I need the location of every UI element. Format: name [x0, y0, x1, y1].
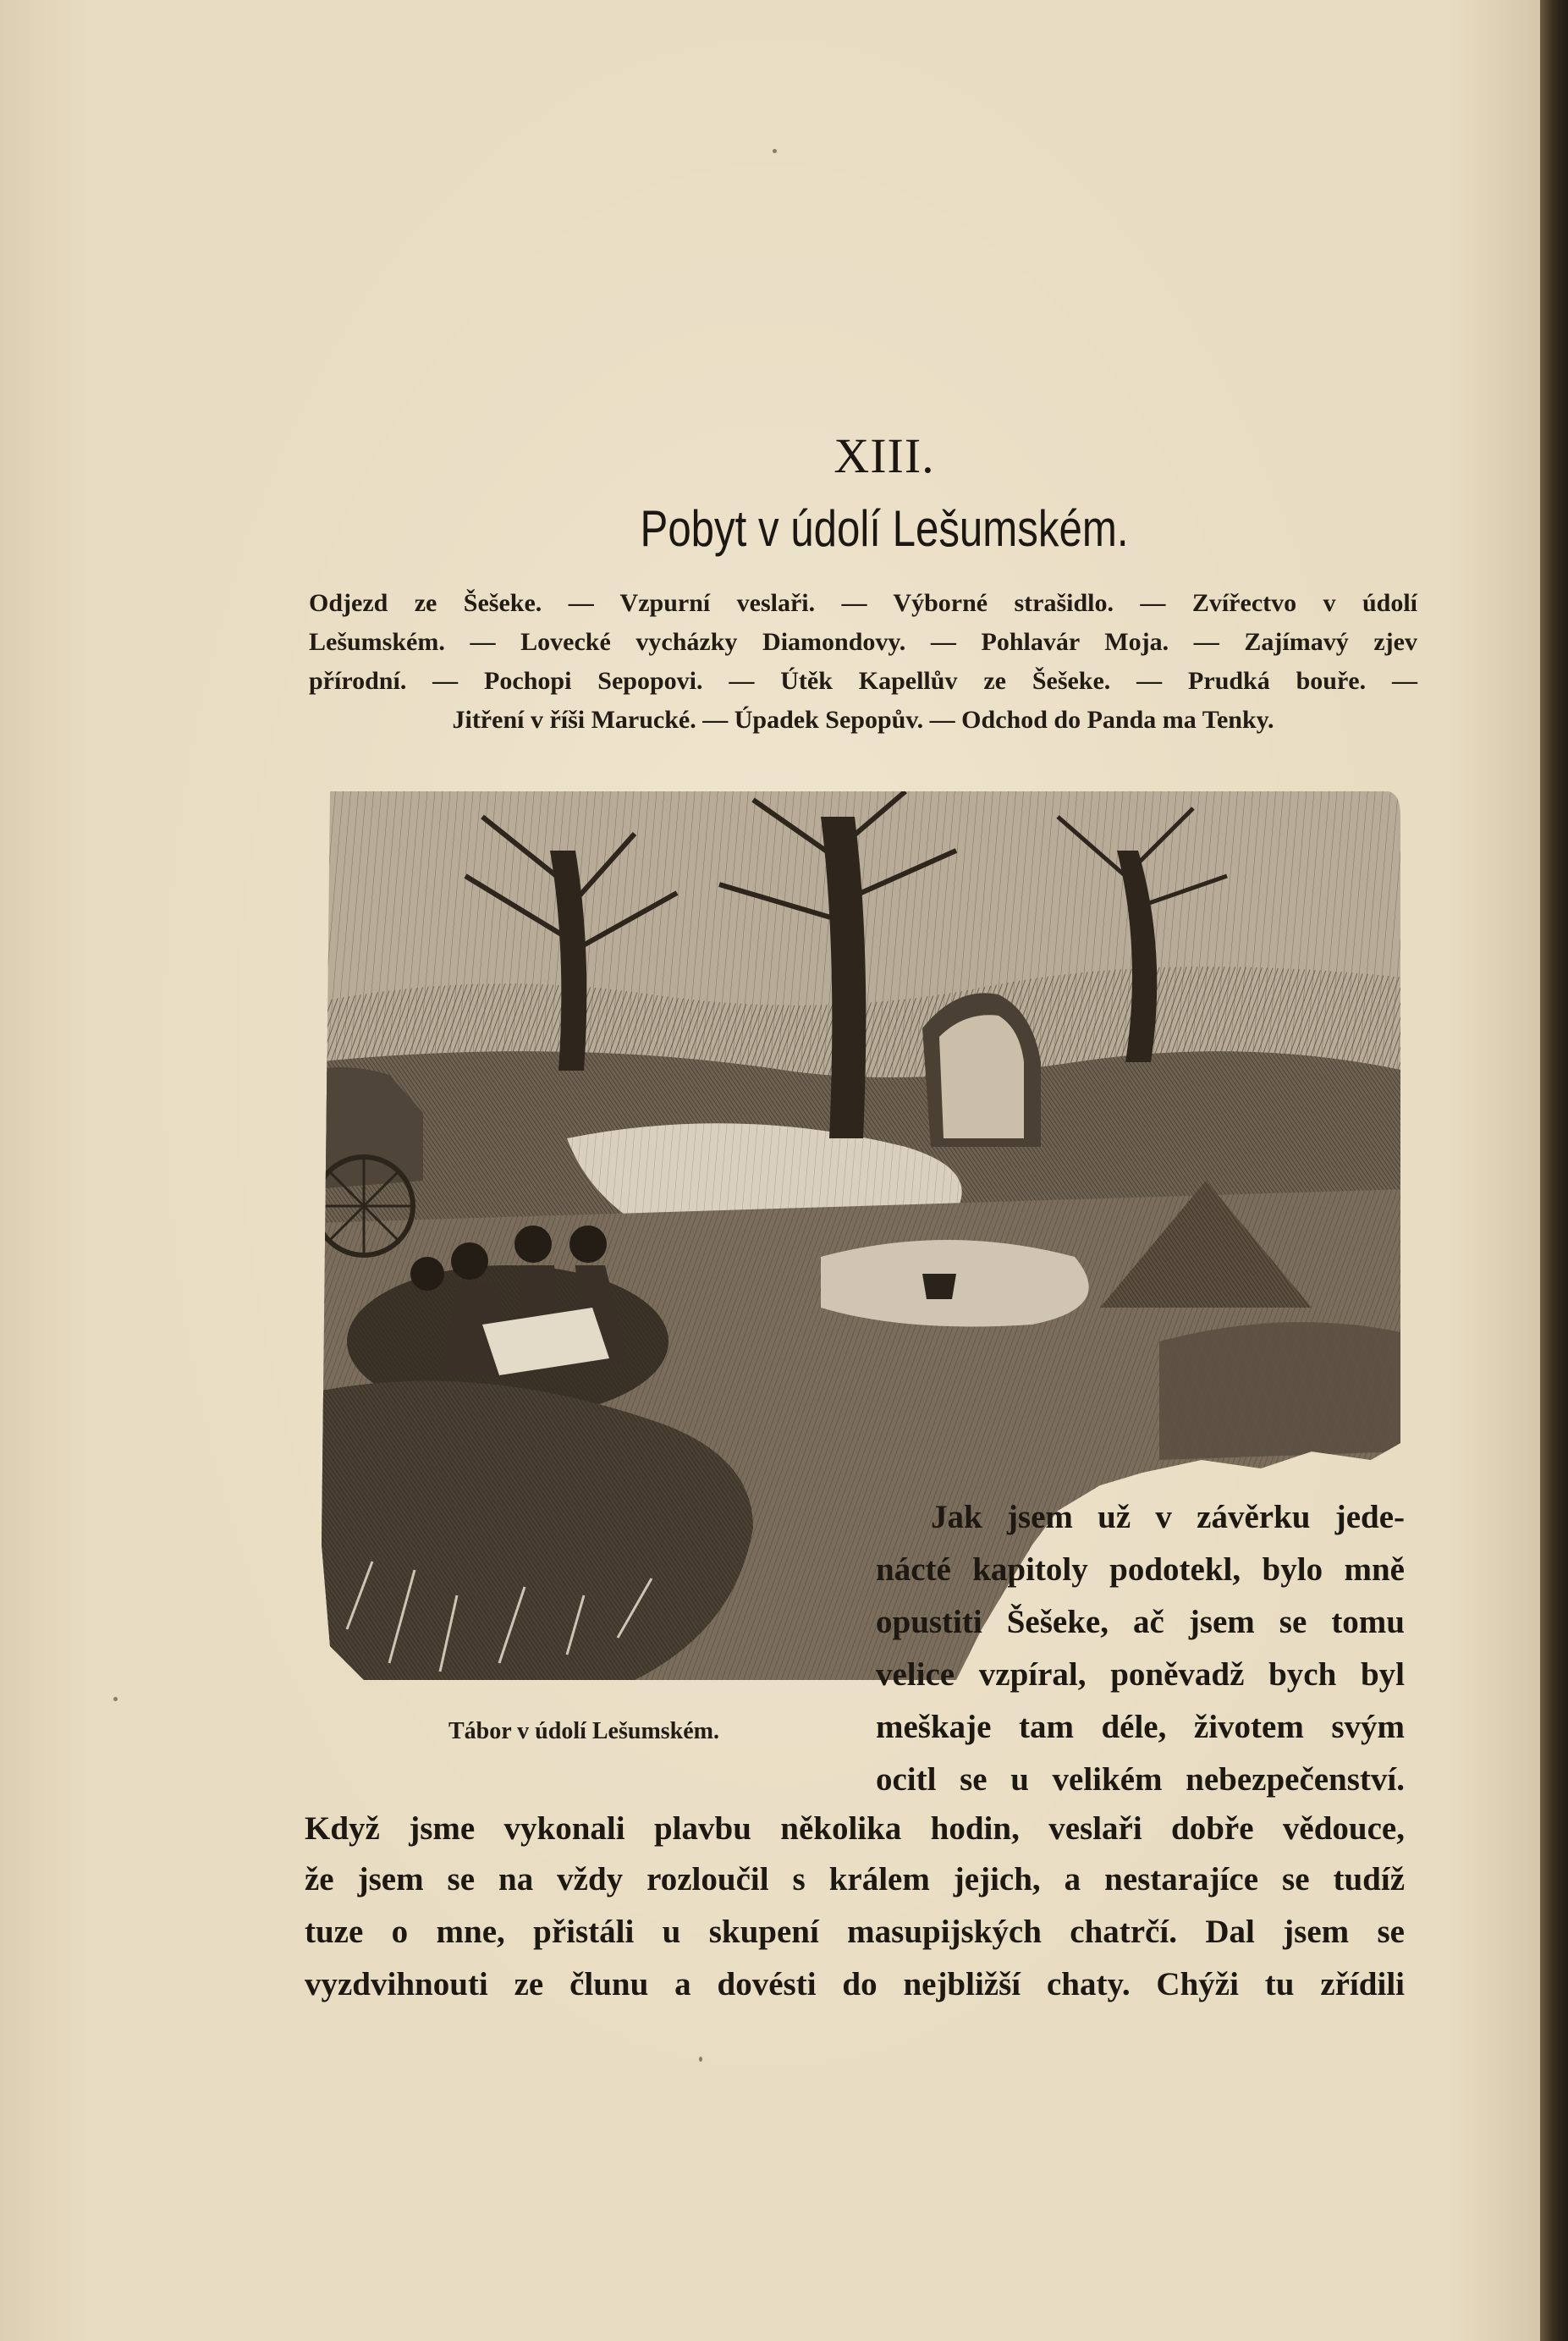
paper-speck: [773, 149, 777, 153]
body-line: Jak jsem už v závěrku jede-: [931, 1499, 1405, 1535]
summary-line: přírodní. — Pochopi Sepopovi. — Útěk Kapellův ze Šešeke. — Prudká bouře. —: [309, 667, 1417, 695]
paper-speck: [699, 2057, 702, 2062]
book-spine-edge: [1540, 0, 1568, 2341]
body-line: Když jsme vykonali plavbu několika hodin, veslaři dobře vědouce,: [305, 1810, 1405, 1847]
illustration-caption: Tábor v údolí Lešumském.: [448, 1718, 719, 1744]
body-line: tuze o mne, přistáli u skupení masupijských chatrčí. Dal jsem se: [305, 1914, 1405, 1950]
chapter-summary: [309, 584, 1417, 740]
body-line: že jsem se na vždy rozloučil s králem jejich, a nestarajíce se tudíž: [305, 1861, 1405, 1898]
body-line: meškaje tam déle, životem svým: [876, 1709, 1405, 1745]
body-line: vyzdvihnouti ze člunu a dovésti do nejbližší chaty. Chýži tu zřídili: [305, 1966, 1405, 2002]
body-line: ocitl se u velikém nebezpečenství.: [876, 1761, 1405, 1798]
summary-line: Lešumském. — Lovecké vycházky Diamondovy. — Pohlavár Moja. — Zajímavý zjev: [309, 628, 1417, 656]
chapter-title: Pobyt v údolí Lešumském.: [640, 500, 1129, 557]
body-line: velice vzpíral, poněvadž bych byl: [876, 1656, 1405, 1693]
paper-speck: [113, 1697, 118, 1701]
summary-line: Jitření v říši Marucké. — Úpadek Sepopův. — Odchod do Panda ma Tenky.: [452, 706, 1274, 734]
summary-line: Odjezd ze Šešeke. — Vzpurní veslaři. — Výborné strašidlo. — Zvířectvo v údolí: [309, 589, 1417, 617]
chapter-number: XIII.: [834, 428, 935, 483]
body-line: opustiti Šešeke, ač jsem se tomu: [876, 1604, 1405, 1640]
body-line: nácté kapitoly podotekl, bylo mně: [876, 1551, 1405, 1588]
